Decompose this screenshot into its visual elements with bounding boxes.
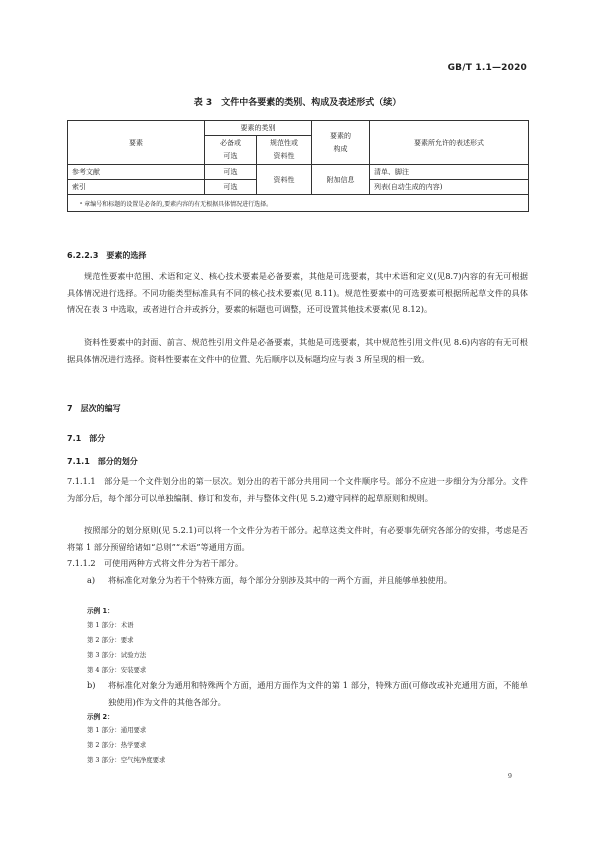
list-item-b — [87, 677, 528, 710]
page-number: 9 — [507, 772, 512, 780]
cell-element: 参考文献 — [68, 165, 205, 180]
table-row — [68, 165, 529, 180]
list-item-a — [87, 572, 528, 589]
example-line: 第 3 部分：试验方法 — [87, 651, 147, 659]
elements-table — [67, 120, 529, 212]
example-line: 第 4 部分：安装要求 — [87, 666, 147, 674]
paragraph: 7.1.1.2 可使用两种方式将文件分为若干部分。 — [67, 558, 244, 568]
list-label: b) — [87, 680, 96, 690]
example-line: 第 1 部分：术语 — [87, 621, 134, 629]
cell-expression: 清单、脚注 — [370, 165, 529, 180]
example-title: 示例 2： — [87, 713, 114, 721]
standard-code: GB/T 1.1—2020 — [447, 63, 527, 73]
cell-required: 可选 — [205, 165, 257, 180]
section-heading-71: 7.1 部分 — [67, 434, 106, 443]
header-required-optional: 必备或 可选 — [205, 136, 257, 165]
example-title: 示例 1： — [87, 607, 114, 615]
section-heading-711: 7.1.1 部分的划分 — [67, 457, 138, 466]
section-heading-7: 7 层次的编写 — [67, 404, 121, 413]
example-line: 第 3 部分：空气纯净度要求 — [87, 756, 166, 764]
cell-expression: 列表(自动生成的内容) — [370, 180, 529, 195]
example-line: 第 2 部分：要求 — [87, 636, 134, 644]
list-text: 将标准化对象分为通用和特殊两个方面，通用方面作为文件的第 1 部分，特殊方面(可修改或补充通用方面，不能单独使用)作为文件的其他各部分。 — [108, 680, 528, 707]
list-label: a) — [87, 575, 96, 585]
header-normative-informative: 规范性或 资料性 — [257, 136, 312, 165]
paragraph: 资料性要素中的封面、前言、规范性引用文件是必备要素，其他是可选要素，其中规范性引用文件(见 8.6)内容的有无可根据具体情况进行选择。资料性要素在文件中的位置、先后顺序以及标题均应与表 3 所呈现的相一致。 — [67, 337, 528, 364]
paragraph: 7.1.1.1 部分是一个文件划分出的第一层次。划分出的若干部分共用同一个文件顺序号。部分不应进一步细分为分部分。文件为部分后，每个部分可以单独编制、修订和发布，并与整体文件(见 5.2)遵守同样的起草原则和规则。 — [67, 476, 528, 503]
example-line: 第 1 部分：通用要求 — [87, 726, 147, 734]
cell-required: 可选 — [205, 180, 257, 195]
header-category: 要素的类别 — [205, 121, 312, 136]
example-line: 第 2 部分：热学要求 — [87, 741, 147, 749]
cell-composition: 附加信息 — [312, 165, 370, 195]
header-expression: 要素所允许的表述形式 — [370, 121, 529, 165]
cell-element: 索引 — [68, 180, 205, 195]
table-footnote: ᵃ 章编号和标题的设置是必备的,要素内容的有无根据具体情况进行选择。 — [68, 195, 529, 212]
list-text: 将标准化对象分为若干个特殊方面，每个部分分别涉及其中的一两个方面，并且能够单独使用。 — [108, 575, 452, 585]
table-caption: 表 3 文件中各要素的类别、构成及表述形式（续） — [193, 98, 402, 108]
paragraph: 按照部分的划分原则(见 5.2.1)可以将一个文件分为若干部分。起草这类文件时，有必要事先研究各部分的安排，考虑是否将第 1 部分预留给诸如“总则”“术语”等通用方面。 — [67, 525, 528, 552]
cell-normative: 资料性 — [257, 165, 312, 195]
header-composition: 要素的 构成 — [312, 121, 370, 165]
section-heading-6223: 6.2.2.3 要素的选择 — [67, 251, 147, 260]
header-element: 要素 — [68, 121, 205, 165]
paragraph: 规范性要素中范围、术语和定义、核心技术要素是必备要素，其他是可选要素，其中术语和定义(见8.7)内容的有无可根据具体情况进行选择。不同功能类型标准具有不同的核心技术要素(见 8.11)。规范性要素中的可选要素可根据所起草文件的具体情况在表 3 中选取，或者进行合并或拆分，要素的标题也可调整，还可设置其他技术要素(见 8.12)。 — [67, 271, 528, 314]
